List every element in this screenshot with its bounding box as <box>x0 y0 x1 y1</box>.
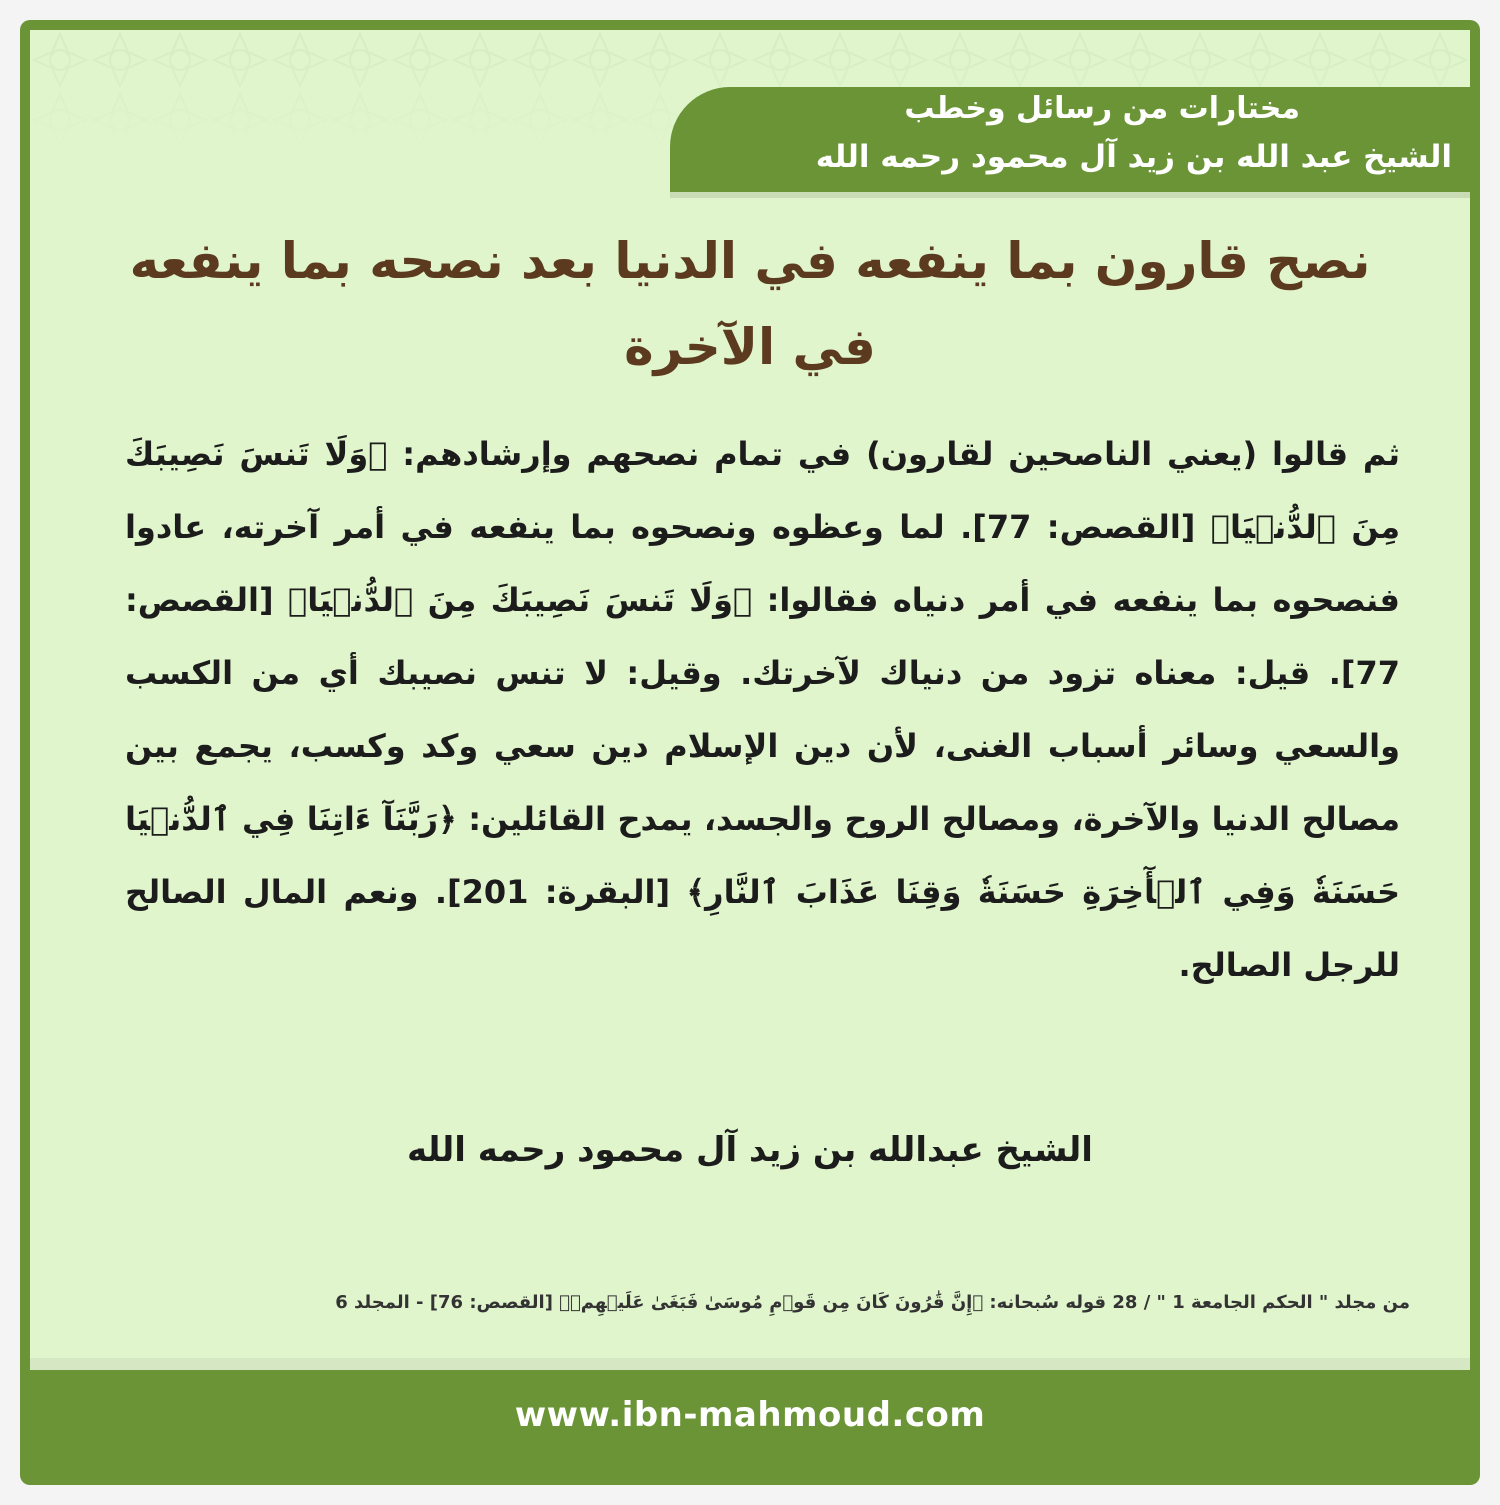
card-frame <box>20 20 1480 1485</box>
page-title: نصح قارون بما ينفعه في الدنيا بعد نصحه بما ينفعه في الآخرة <box>129 232 1371 376</box>
header-banner <box>670 87 1470 192</box>
content-panel <box>30 30 1470 1370</box>
source-reference: من مجلد " الحكم الجامعة 1 " / 28 قوله سُبحانه: ﴿إِنَّ قَٰرُونَ كَانَ مِن قَوۡمِ مُوسَىٰ فَبَغَىٰ عَلَيۡهِمۡ﴾ [القصص: 76] - المجلد 6 <box>335 1292 1410 1313</box>
series-title: مختارات من رسائل وخطب <box>904 91 1300 126</box>
body-paragraph: ثم قالوا (يعني الناصحين لقارون) في تمام نصحهم وإرشادهم: ﴿وَلَا تَنسَ نَصِيبَكَ مِنَ ٱلدُّنۡيَا﴾ [القصص: 77]. لما وعظوه ونصحوه بما ينفعه في أمر آخرته، عادوا فنصحوه بما ينفعه في أمر دنياه فقالوا: ﴿وَلَا تَنسَ نَصِيبَكَ مِنَ ٱلدُّنۡيَا﴾ [القصص: 77]. قيل: معناه تزود من دنياك لآخرتك. وقيل: لا تنس نصيبك أي من الكسب والسعي وسائر أسباب الغنى، لأن دين الإسلام دين سعي وكد وكسب، يجمع بين مصالح الدنيا والآخرة، ومصالح الروح والجسد، يمدح القائلين: ﴿رَبَّنَآ ءَاتِنَا فِي ٱلدُّنۡيَا حَسَنَةٗ وَفِي ٱلۡأٓخِرَةِ حَسَنَةٗ وَقِنَا عَذَابَ ٱلنَّارِ﴾ [البقرة: 201]. ونعم المال الصالح للرجل الصالح. <box>125 435 1401 984</box>
author-title: الشيخ عبد الله بن زيد آل محمود رحمه الله <box>815 139 1452 175</box>
website-url: www.ibn-mahmoud.com <box>514 1395 986 1435</box>
divider <box>30 1358 1470 1370</box>
author-signature: الشيخ عبدالله بن زيد آل محمود رحمه الله <box>407 1130 1093 1170</box>
